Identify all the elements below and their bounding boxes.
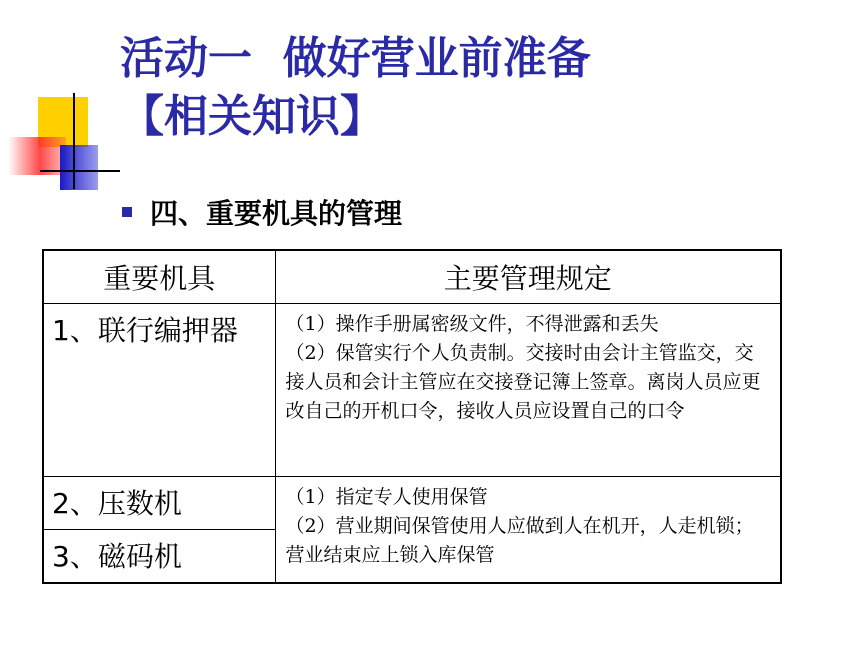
header-device: 重要机具 bbox=[43, 250, 275, 304]
logo-blue-square bbox=[60, 145, 98, 190]
table-header-row bbox=[43, 250, 781, 304]
table-row bbox=[43, 304, 781, 477]
header-rules: 主要管理规定 bbox=[275, 250, 781, 304]
rule-item: （1）指定专人使用保管 bbox=[285, 486, 488, 508]
rule-item: （2）营业期间保管使用人应做到人在机开，人走机锁；营业结束应上锁入库保管 bbox=[285, 515, 754, 566]
device-cell: 3、磁码机 bbox=[43, 530, 275, 584]
device-cell: 1、联行编押器 bbox=[43, 304, 275, 477]
rule-item: （1）操作手册属密级文件，不得泄露和丢失 bbox=[285, 313, 659, 335]
square-bullet-icon bbox=[122, 207, 132, 217]
title-line-2: 【相关知识】 bbox=[120, 91, 384, 142]
decorative-logo bbox=[0, 0, 120, 200]
rules-cell bbox=[275, 304, 781, 477]
logo-vertical-line bbox=[73, 93, 75, 189]
logo-horizontal-line bbox=[40, 170, 120, 172]
rule-item: （2）保管实行个人负责制。交接时由会计主管监交，交接人员和会计主管应在交接登记簿上签章。离岗人员应更改自己的开机口令，接收人员应设置自己的口令 bbox=[285, 342, 761, 422]
table-row bbox=[43, 477, 781, 530]
rules-cell bbox=[275, 477, 781, 584]
title-line-1: 活动一 做好营业前准备 bbox=[120, 33, 591, 84]
slide-title bbox=[120, 30, 591, 146]
bullet-text: 四、重要机具的管理 bbox=[150, 197, 403, 230]
bullet-item bbox=[122, 192, 402, 232]
device-cell: 2、压数机 bbox=[43, 477, 275, 530]
machine-management-table bbox=[42, 249, 782, 584]
